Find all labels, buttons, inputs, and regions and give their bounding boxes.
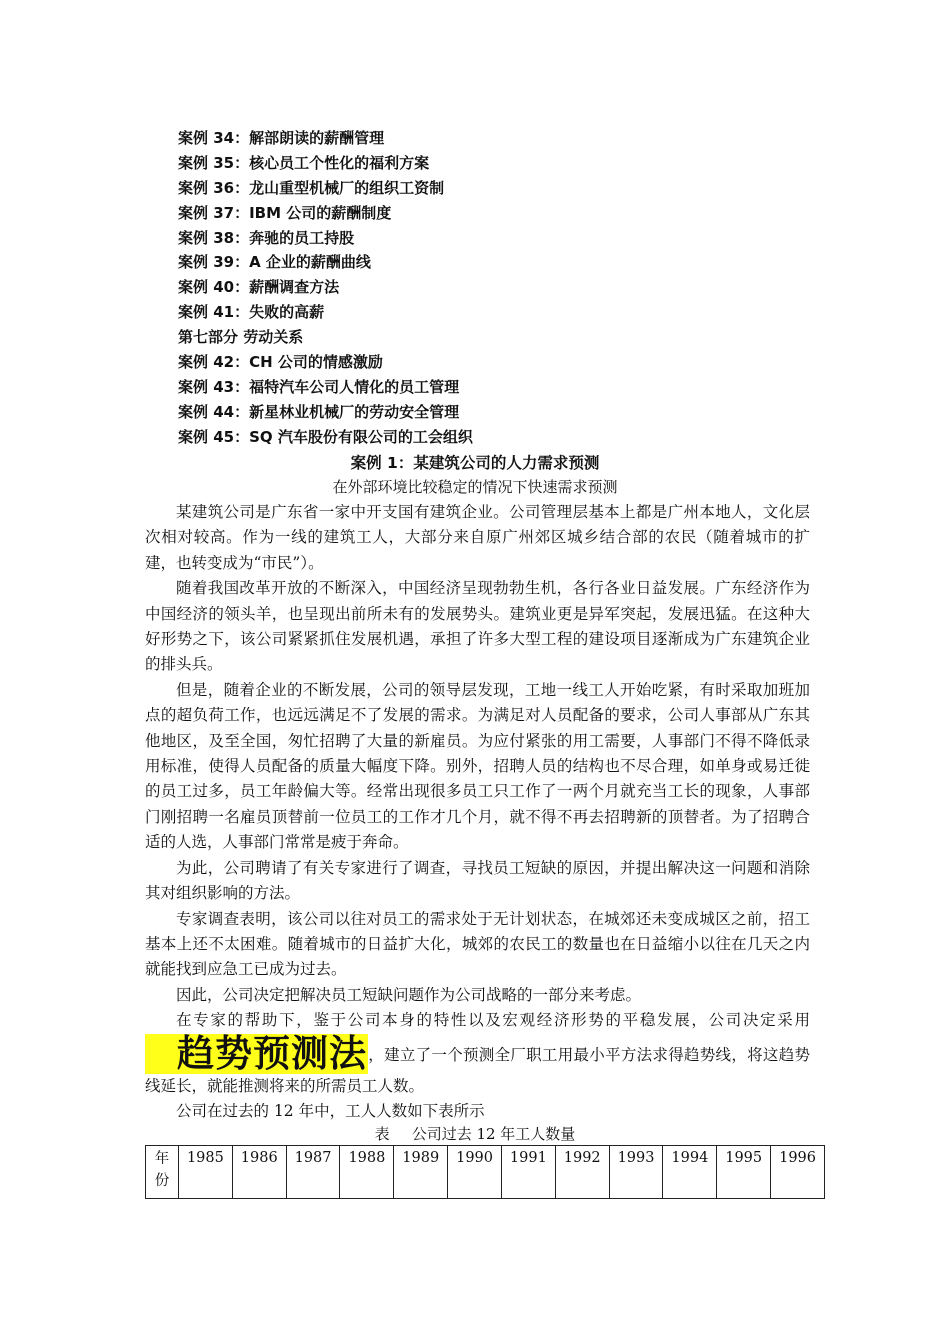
case-body: [145, 500, 810, 1124]
toc-item: 案例 35：核心员工个性化的福利方案: [178, 153, 430, 172]
toc-item: 案例 41：失败的高薪: [178, 303, 325, 322]
toc-item: 案例 34：解部朗读的薪酬管理: [178, 129, 385, 147]
paragraph-7-start: 在专家的帮助下，鉴于公司本身的特性以及宏观经济形势的平稳发展，公司决定采用: [176, 1011, 810, 1030]
toc-item: 案例 40：薪酬调查方法: [178, 278, 340, 297]
toc-item: 案例 44：新星林业机械厂的劳动安全管理: [178, 402, 460, 421]
case-title: 案例 1：某建筑公司的人力需求预测: [350, 454, 600, 472]
year-cell: 1994: [663, 1146, 717, 1199]
toc-item: 案例 37：IBM 公司的薪酬制度: [178, 203, 392, 222]
toc-item: 案例 45：SQ 汽车股份有限公司的工会组织: [178, 427, 473, 446]
year-cell: 1989: [394, 1146, 448, 1199]
year-cell: 1992: [555, 1146, 609, 1199]
paragraph-4: 为此，公司聘请了有关专家进行了调查，寻找员工短缺的原因，并提出解决这一问题和消除其对组织影响的方法。: [145, 858, 810, 903]
toc-item: 案例 42：CH 公司的情感激励: [178, 353, 383, 372]
toc-item: 案例 43：福特汽车公司人情化的员工管理: [178, 377, 460, 396]
year-cell: 1995: [717, 1146, 771, 1199]
paragraph-8: 公司在过去的 12 年中，工人人数如下表所示: [176, 1101, 485, 1120]
table-caption: [0, 1123, 950, 1145]
table-caption-text: 公司过去 12 年工人数量: [411, 1125, 576, 1143]
year-cell: 1986: [232, 1146, 286, 1199]
paragraph-7-end: ，建立了一个预测全厂职工用最小平方法求得趋势线，将这趋势线延长，就能推测将来的所需员工人数。: [145, 1045, 810, 1095]
year-cell: 1988: [340, 1146, 394, 1199]
toc-item: 第七部分 劳动关系: [178, 328, 304, 347]
year-cell: 1993: [609, 1146, 663, 1199]
toc-item: 案例 36：龙山重型机械厂的组织工资制: [178, 178, 445, 197]
paragraph-5: 专家调查表明，该公司以往对员工的需求处于无计划状态，在城郊还未变成城区之前，招工基本上还不太困难。随着城市的日益扩大化，城郊的农民工的数量也在日益缩小以往在几天之内就能找到应急工已成为过去。: [145, 909, 810, 979]
year-cell: 1987: [286, 1146, 340, 1199]
paragraph-7: [145, 1008, 810, 1099]
paragraph-6: 因此，公司决定把解决员工短缺问题作为公司战略的一部分来考虑。: [176, 985, 642, 1004]
table-of-contents: [178, 126, 738, 450]
case-subtitle: 在外部环境比较稳定的情况下快速需求预测: [332, 478, 618, 496]
toc-item: 案例 38：奔驰的员工持股: [178, 228, 355, 247]
table-head-cell: 年份: [146, 1146, 179, 1199]
table-caption-label: 表: [374, 1125, 390, 1143]
workers-table: [145, 1145, 825, 1199]
paragraph-3: 但是，随着企业的不断发展，公司的领导层发现，工地一线工人开始吃紧，有时采取加班加点的超负荷工作，也远远满足不了发展的需求。为满足对人员配备的要求，公司人事部从广东其他地区，及至全国，匆忙招聘了大量的新雇员。为应付紧张的用工需要，人事部门不得不降低录用标准，使得人员配备的质量大幅度下降。别外，招聘人员的结构也不尽合理，如单身或易迁徙的员工过多，员工年龄偏大等。经常出现很多员工只工作了一两个月就充当工长的现象，人事部门刚招聘一名雇员顶替前一位员工的工作才几个月，就不得不再去招聘新的顶替者。为了招聘合适的人选，人事部门常常是疲于奔命。: [145, 680, 810, 852]
year-cell: 1996: [771, 1146, 825, 1199]
year-cell: 1991: [501, 1146, 555, 1199]
table-row: [146, 1146, 825, 1199]
year-cell: 1985: [179, 1146, 233, 1199]
year-cell: 1990: [448, 1146, 502, 1199]
paragraph-2: 随着我国改革开放的不断深入，中国经济呈现勃勃生机，各行各业日益发展。广东经济作为中国经济的领头羊，也呈现出前所未有的发展势头。建筑业更是异军突起，发展迅猛。在这种大好形势之下，该公司紧紧抓住发展机遇，承担了许多大型工程的建设项目逐渐成为广东建筑企业的排头兵。: [145, 579, 810, 674]
highlighted-term: 趋势预测法: [145, 1034, 368, 1074]
paragraph-1: 某建筑公司是广东省一家中开支国有建筑企业。公司管理层基本上都是广州本地人，文化层次相对较高。作为一线的建筑工人，大部分来自原广州郊区城乡结合部的农民（随着城市的扩建，也转变成为“市民”）。: [145, 503, 810, 572]
toc-item: 案例 39：A 企业的薪酬曲线: [178, 253, 371, 272]
